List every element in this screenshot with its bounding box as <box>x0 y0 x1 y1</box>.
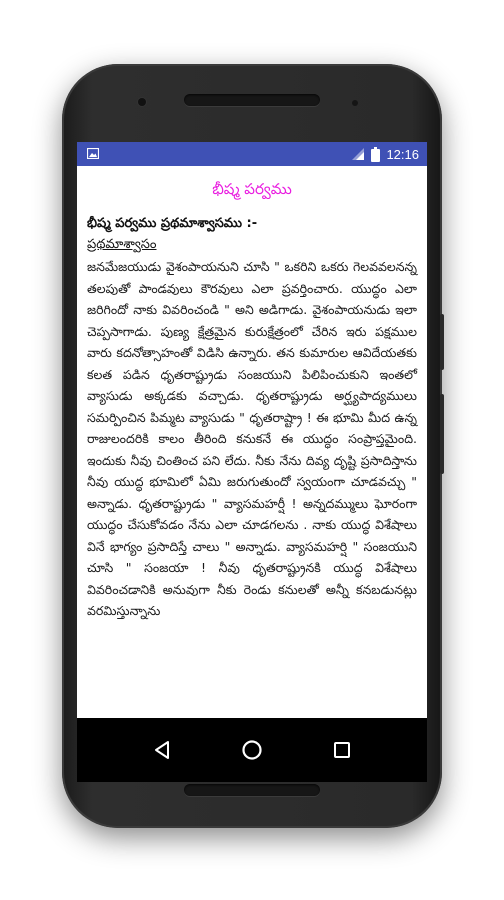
back-triangle-icon <box>153 740 171 760</box>
phone-screen <box>77 142 427 782</box>
status-clock: 12:16 <box>386 146 419 162</box>
bottom-speaker-grille <box>184 784 320 796</box>
reader-content[interactable] <box>77 166 427 718</box>
home-circle-icon <box>241 739 263 761</box>
article <box>77 202 427 622</box>
article-heading: భీష్మ పర్వము ప్రథమాశ్వాసము :- <box>87 216 258 231</box>
navigation-bar <box>77 718 427 782</box>
proximity-sensor <box>352 100 358 106</box>
status-bar <box>77 142 427 166</box>
status-indicators <box>351 144 419 164</box>
recents-button[interactable] <box>322 730 362 770</box>
front-camera <box>138 98 146 106</box>
power-button <box>440 314 444 370</box>
back-button[interactable] <box>142 730 182 770</box>
page-title: భీష్మ పర్వము <box>212 180 292 198</box>
signal-icon <box>351 147 365 161</box>
recents-square-icon <box>333 741 351 759</box>
image-notification-icon <box>87 148 99 159</box>
article-body: జనమేజయుడు వైశంపాయనుని చూసి " ఒకరిని ఒకరు గెలవవలనన్న తలపుతో పాండవులు కౌరవులు ఎలా ప్రవర్తించారు. యుద్ధం ఎలా జరిగిందో నాకు వివరించండి " అని అడిగాడు. వైశంపాయనుడు ఇలా చెప్పసాగాడు. పుణ్య క్షేత్రమైన కురుక్షేత్రంలో చేరిన ఇరు పక్షముల వారు కదనోత్సాహంతో విడిసి ఉన్నారు. తన కుమారుల ఆవిదేయతకు కలత పడిన ధృతరాష్ట్రుడు సంజయుని పిలిపించుకుని ఇంతలో వ్యాసుడు అక్కడకు వచ్చాడు. ధృతరాష్ట్రుడు అర్ఘ్యపాద్యములు సమర్పించిన పిమ్మట వ్యాసుడు " ధృతరాష్ట్రా ! ఈ భూమి మీద ఉన్న రాజులందరికి కాలం తీరింది కనుకనే ఈ యుద్ధం సంప్రాప్తమైంది. ఇందుకు నీవు చింతించ పని లేదు. నీకు నేను దివ్య దృష్టి ప్రసాదిస్తాను నీవు యుద్ధ భూమిలో ఏమి జరుగుతుందో స్వయంగా చూడవచ్చు " అన్నాడు. ధృతరాష్ట్రుడు " వ్యాసమహర్షీ ! అన్నదమ్ములు ఘోరంగా యుద్ధం చేసుకోవడం నేను ఎలా చూడగలను . నాకు యుద్ధ విశేషాలు వినే భాగ్యం ప్రసాదిస్తే చాలు " అన్నాడు. వ్యాసమహర్షి " సంజయుని చూసి " సంజయా ! నీవు ధృతరాష్ట్రునకి యుద్ధ విశేషాలు వివరించడానికి అనువుగా నీకు రెండు కనులతో అన్నీ కనబడునట్లు వరమిస్తున్నాను <box>87 259 417 618</box>
home-button[interactable] <box>232 730 272 770</box>
phone-device-frame <box>62 64 442 828</box>
battery-icon <box>371 147 380 162</box>
volume-button <box>440 394 444 474</box>
top-speaker-grille <box>184 94 320 106</box>
article-subheading: ప్రథమాశ్వాసం <box>87 237 157 252</box>
